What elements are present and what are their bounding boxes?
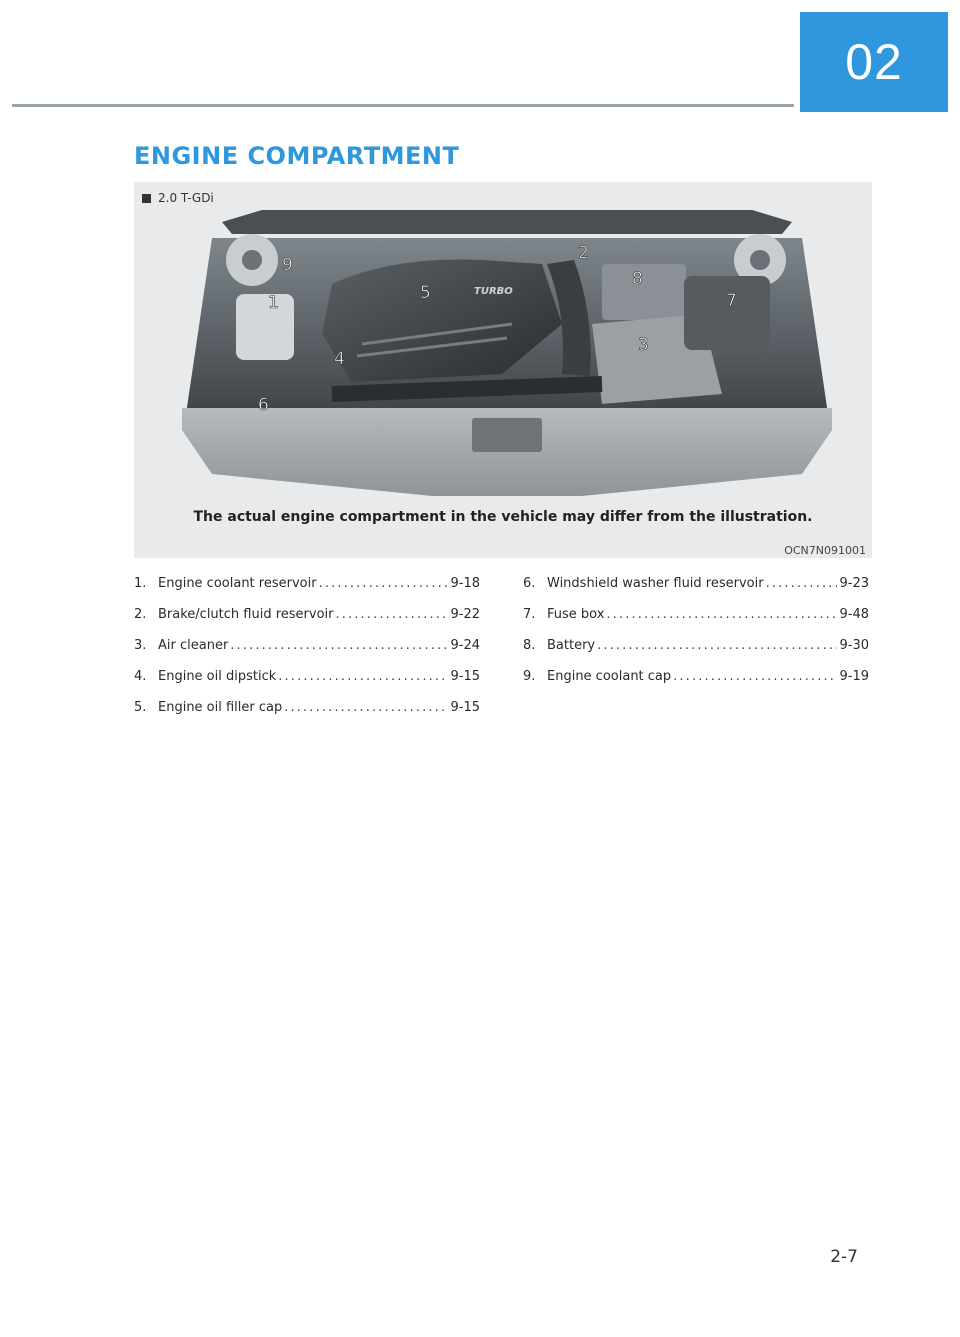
callout-3: 3 xyxy=(638,335,649,355)
page-number: 2-7 xyxy=(830,1247,858,1267)
chapter-number: 02 xyxy=(845,34,903,90)
turbo-logo: TURBO xyxy=(474,286,513,297)
list-item: 1. Engine coolant reservoir . . . 9-18 xyxy=(134,576,480,607)
header-rule xyxy=(12,104,794,107)
list-item: 5. Engine oil filler cap . . . 9-15 xyxy=(134,700,480,731)
callout-7: 7 xyxy=(726,291,737,311)
callout-2: 2 xyxy=(578,243,589,263)
legend-right-column xyxy=(523,576,869,700)
callout-1: 1 xyxy=(268,293,279,313)
engine-variant xyxy=(142,191,214,205)
callout-6: 6 xyxy=(258,395,269,415)
engine-figure xyxy=(134,182,872,558)
section-title: ENGINE COMPARTMENT xyxy=(134,142,460,170)
engine-illustration xyxy=(182,204,832,500)
square-bullet-icon xyxy=(142,194,151,203)
list-item: 7. Fuse box . . . 9-48 xyxy=(523,607,869,638)
callout-5: 5 xyxy=(420,283,431,303)
list-item: 2. Brake/clutch fluid reservoir . . . 9-22 xyxy=(134,607,480,638)
chapter-tab xyxy=(800,12,948,112)
list-item: 8. Battery . . . 9-30 xyxy=(523,638,869,669)
list-item: 9. Engine coolant cap . . . 9-19 xyxy=(523,669,869,700)
engine-variant-label: 2.0 T-GDi xyxy=(158,191,214,205)
list-item: 4. Engine oil dipstick . . . 9-15 xyxy=(134,669,480,700)
figure-code: OCN7N091001 xyxy=(784,544,866,557)
callout-9: 9 xyxy=(282,255,293,275)
list-item: 6. Windshield washer fluid reservoir . . . 9-23 xyxy=(523,576,869,607)
list-item: 3. Air cleaner . . . 9-24 xyxy=(134,638,480,669)
callout-4: 4 xyxy=(334,349,345,369)
figure-caption: The actual engine compartment in the vehicle may differ from the illustration. xyxy=(193,509,813,525)
legend-left-column xyxy=(134,576,480,731)
callout-8: 8 xyxy=(632,269,643,289)
